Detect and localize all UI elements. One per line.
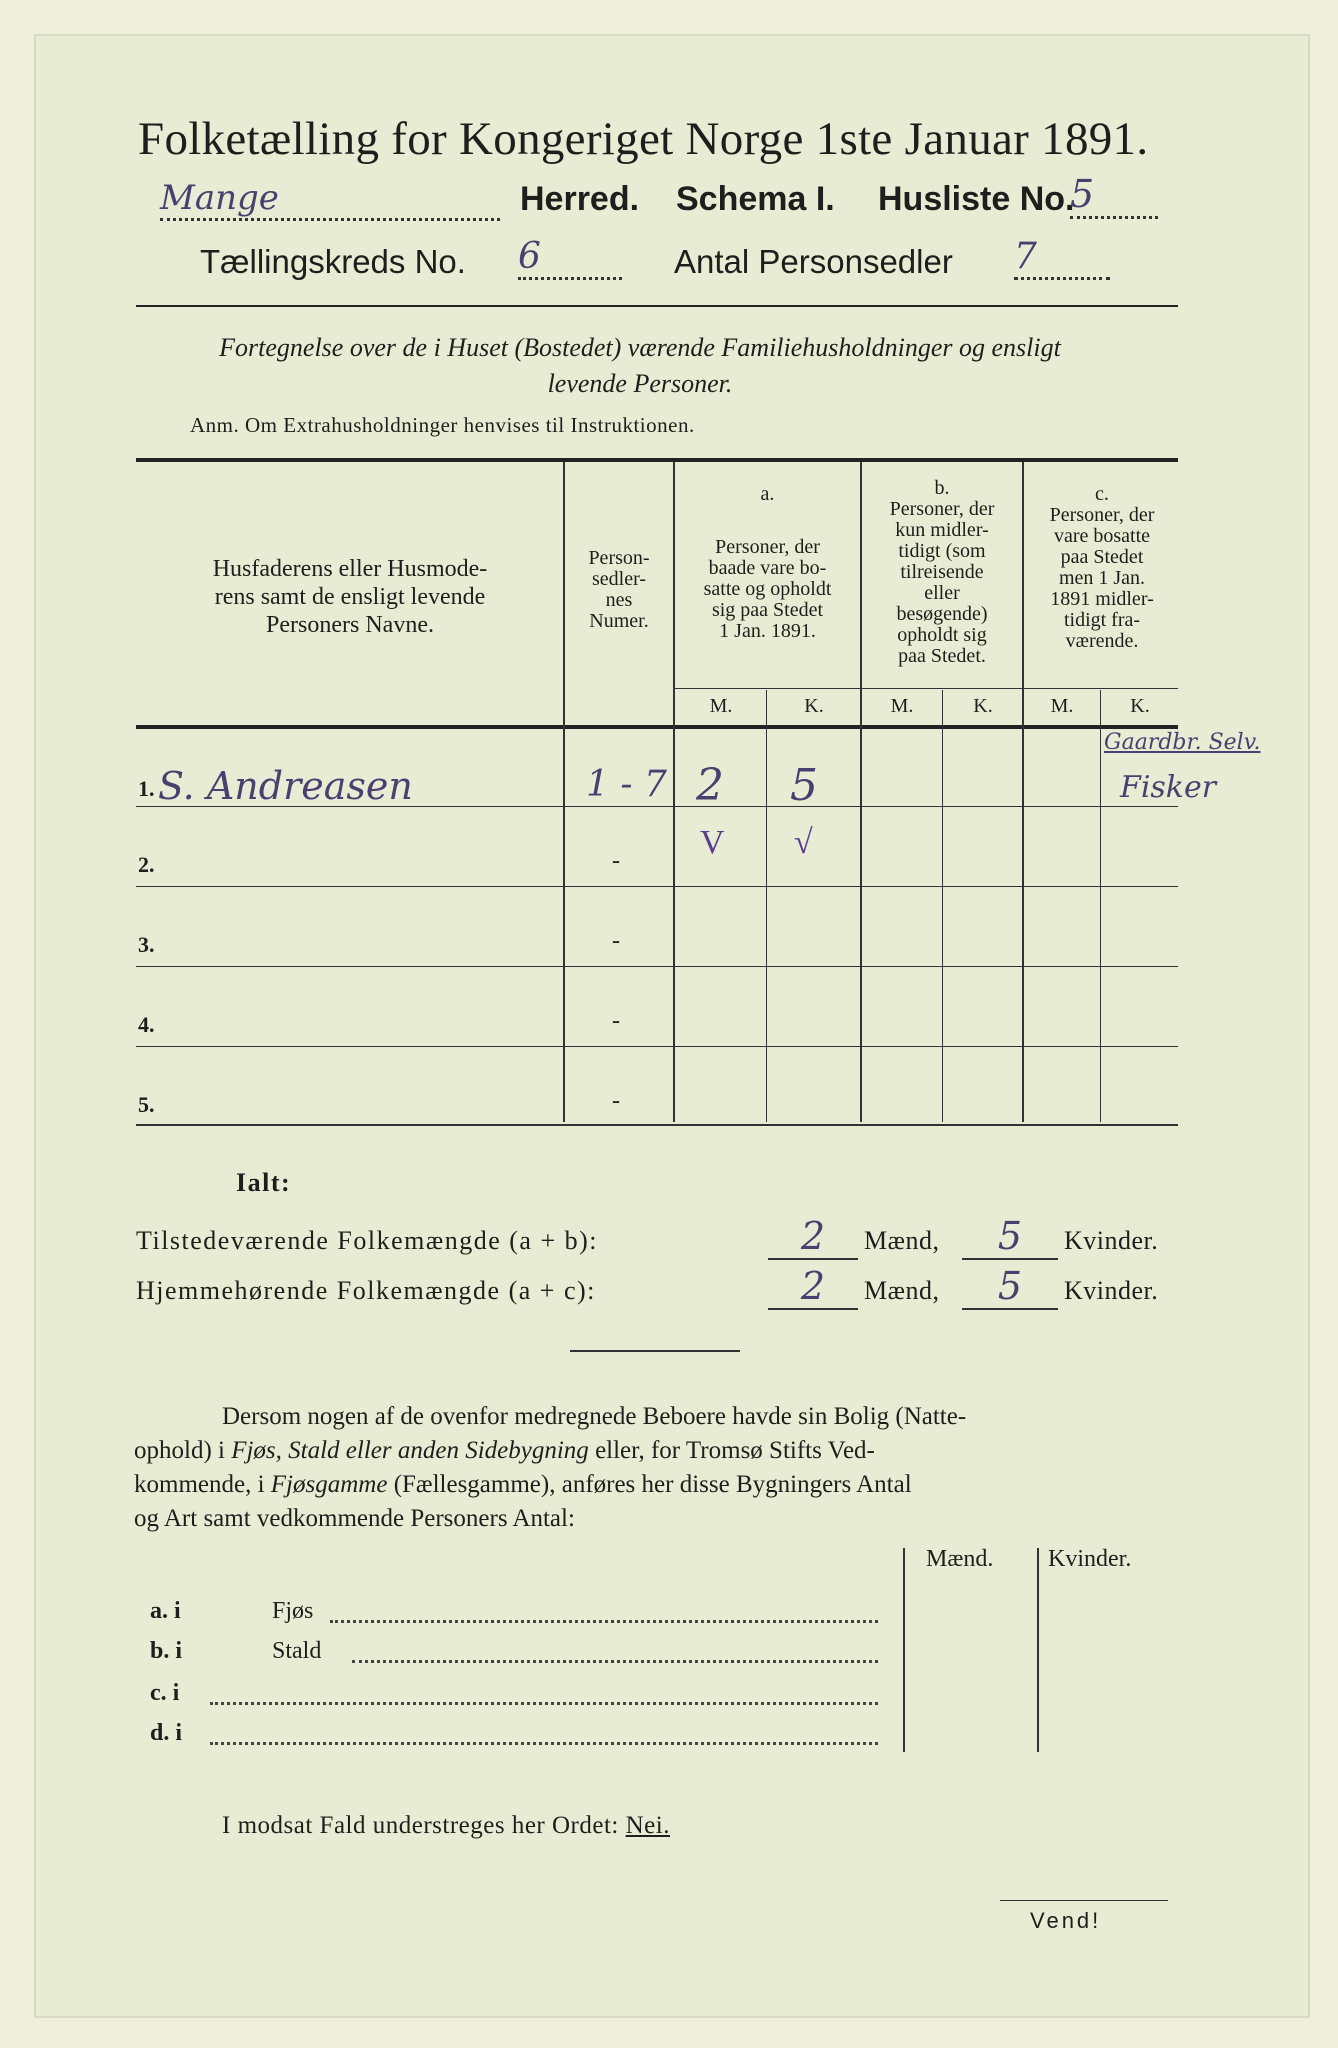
col-a-header: a. Personer, der baade vare bo- satte og opholdt sig paa Stedet 1 Jan. 1891.	[703, 483, 832, 642]
row-rule	[136, 1046, 1178, 1047]
occupation-note: Gaardbr. Selv.	[1104, 730, 1261, 755]
antal-label: Antal Personsedler	[674, 243, 953, 280]
maend-label: Mænd,	[864, 1226, 940, 1255]
paragraph-line1: Dersom nogen af de ovenfor medregnede Beboere havde sin Bolig (Natte-	[222, 1403, 967, 1430]
building-a-label: a. i	[150, 1598, 181, 1624]
household-name: S. Andreasen	[158, 764, 413, 808]
paragraph-line4: og Art samt vedkommende Personers Antal:	[134, 1505, 575, 1532]
antal-value: 7	[1014, 236, 1110, 280]
a-k-label: K.	[804, 695, 824, 717]
a-men-count: 2	[696, 760, 724, 811]
row-number: 4.	[138, 1012, 155, 1037]
b-m-label: M.	[890, 695, 914, 717]
row-number: 5.	[138, 1092, 155, 1117]
row-number: 1.	[138, 776, 155, 801]
row-dash: -	[612, 1088, 620, 1114]
building-a-text: Fjøs	[272, 1598, 314, 1624]
tilstede-women: 5	[997, 1214, 1023, 1258]
hjemme-men: 2	[800, 1264, 826, 1308]
mk-rule	[674, 688, 1178, 689]
kvinder-label: Kvinder.	[1064, 1276, 1159, 1305]
kvinder-header: Kvinder.	[1048, 1546, 1132, 1572]
a-women-count: 5	[790, 760, 818, 811]
kvinder-label: Kvinder.	[1064, 1226, 1159, 1255]
vend-label: Vend!	[1030, 1908, 1102, 1933]
husliste-label: Husliste No.	[878, 180, 1075, 218]
ialt-label: Ialt:	[236, 1168, 292, 1197]
footer-rule	[1000, 1900, 1168, 1901]
building-c-label: c. i	[150, 1680, 180, 1706]
header-divider	[136, 305, 1178, 307]
paragraph-line3: kommende, i Fjøsgamme (Fællesgamme), anføres her disse Bygningers Antal	[134, 1471, 912, 1498]
kreds-label: Tællingskreds No.	[200, 243, 466, 280]
check-mark: √	[794, 824, 813, 861]
herred-label: Herred.	[520, 180, 640, 218]
b-k-label: K.	[973, 695, 993, 717]
subtitle-line1: Fortegnelse over de i Huset (Bostedet) værende Familiehusholdninger og ensligt	[219, 333, 1061, 362]
row-dash: -	[612, 1008, 620, 1034]
kreds-value: 6	[518, 236, 622, 280]
row-dash: -	[612, 928, 620, 954]
fill-line	[352, 1660, 878, 1663]
subtitle-line2: levende Personer.	[547, 369, 733, 398]
col-divider	[1100, 690, 1101, 1122]
row-rule	[136, 886, 1178, 887]
tilstede-men: 2	[800, 1214, 826, 1258]
fill-line	[330, 1620, 878, 1623]
form-title: Folketælling for Kongeriget Norge 1ste Januar 1891.	[138, 113, 1149, 165]
col-name-header: Husfaderens eller Husmode- rens samt de ensligt levende Personers Navne.	[212, 556, 488, 638]
husliste-value: 5	[1070, 172, 1158, 219]
building-d-label: d. i	[150, 1720, 183, 1746]
col-b-header: b. Personer, der kun midler- tidigt (som tilreisende eller besøgende) opholdt sig paa Stedet.	[889, 477, 995, 667]
modsat-line: I modsat Fald understreges her Ordet: Nei.	[222, 1812, 670, 1839]
building-b-text: Stald	[272, 1638, 322, 1664]
row-dash: -	[612, 848, 620, 874]
col-divider	[1037, 1548, 1039, 1752]
col-num-header: Person- sedler- nes Numer.	[588, 547, 650, 632]
col-c-header: c. Personer, der vare bosatte paa Stedet men 1 Jan. 1891 midler- tidigt fra- værende.	[1049, 483, 1155, 652]
hjemme-women: 5	[997, 1264, 1023, 1308]
fill-line	[210, 1702, 878, 1705]
tilstede-label: Tilstedeværende Folkemængde (a + b):	[136, 1226, 598, 1255]
c-m-label: M.	[1050, 695, 1074, 717]
paragraph-line2: ophold) i Fjøs, Stald eller anden Sidebygning eller, for Tromsø Stifts Ved-	[134, 1437, 875, 1464]
col-divider	[903, 1548, 905, 1752]
a-m-label: M.	[709, 695, 733, 717]
occupation-note: Fisker	[1120, 770, 1217, 805]
col-divider	[766, 690, 767, 1122]
building-b-label: b. i	[150, 1638, 183, 1664]
person-number-range: 1 - 7	[586, 764, 667, 805]
section-divider	[570, 1350, 740, 1352]
schema-label: Schema I.	[676, 180, 835, 218]
col-divider	[942, 690, 943, 1122]
herred-value: Mange	[160, 178, 500, 221]
c-k-label: K.	[1130, 695, 1150, 717]
maend-label: Mænd,	[864, 1276, 940, 1305]
check-mark: V	[700, 824, 725, 861]
row-number: 2.	[138, 852, 155, 877]
table-bottom-rule	[136, 1124, 1178, 1126]
nei-word: Nei.	[625, 1812, 670, 1839]
fill-line	[210, 1742, 878, 1745]
annotation-note: Anm. Om Extrahusholdninger henvises til Instruktionen.	[190, 413, 695, 437]
maend-header: Mænd.	[926, 1546, 994, 1572]
herred-line	[160, 178, 500, 221]
hjemme-label: Hjemmehørende Folkemængde (a + c):	[136, 1276, 596, 1305]
row-number: 3.	[138, 932, 155, 957]
row-rule	[136, 966, 1178, 967]
